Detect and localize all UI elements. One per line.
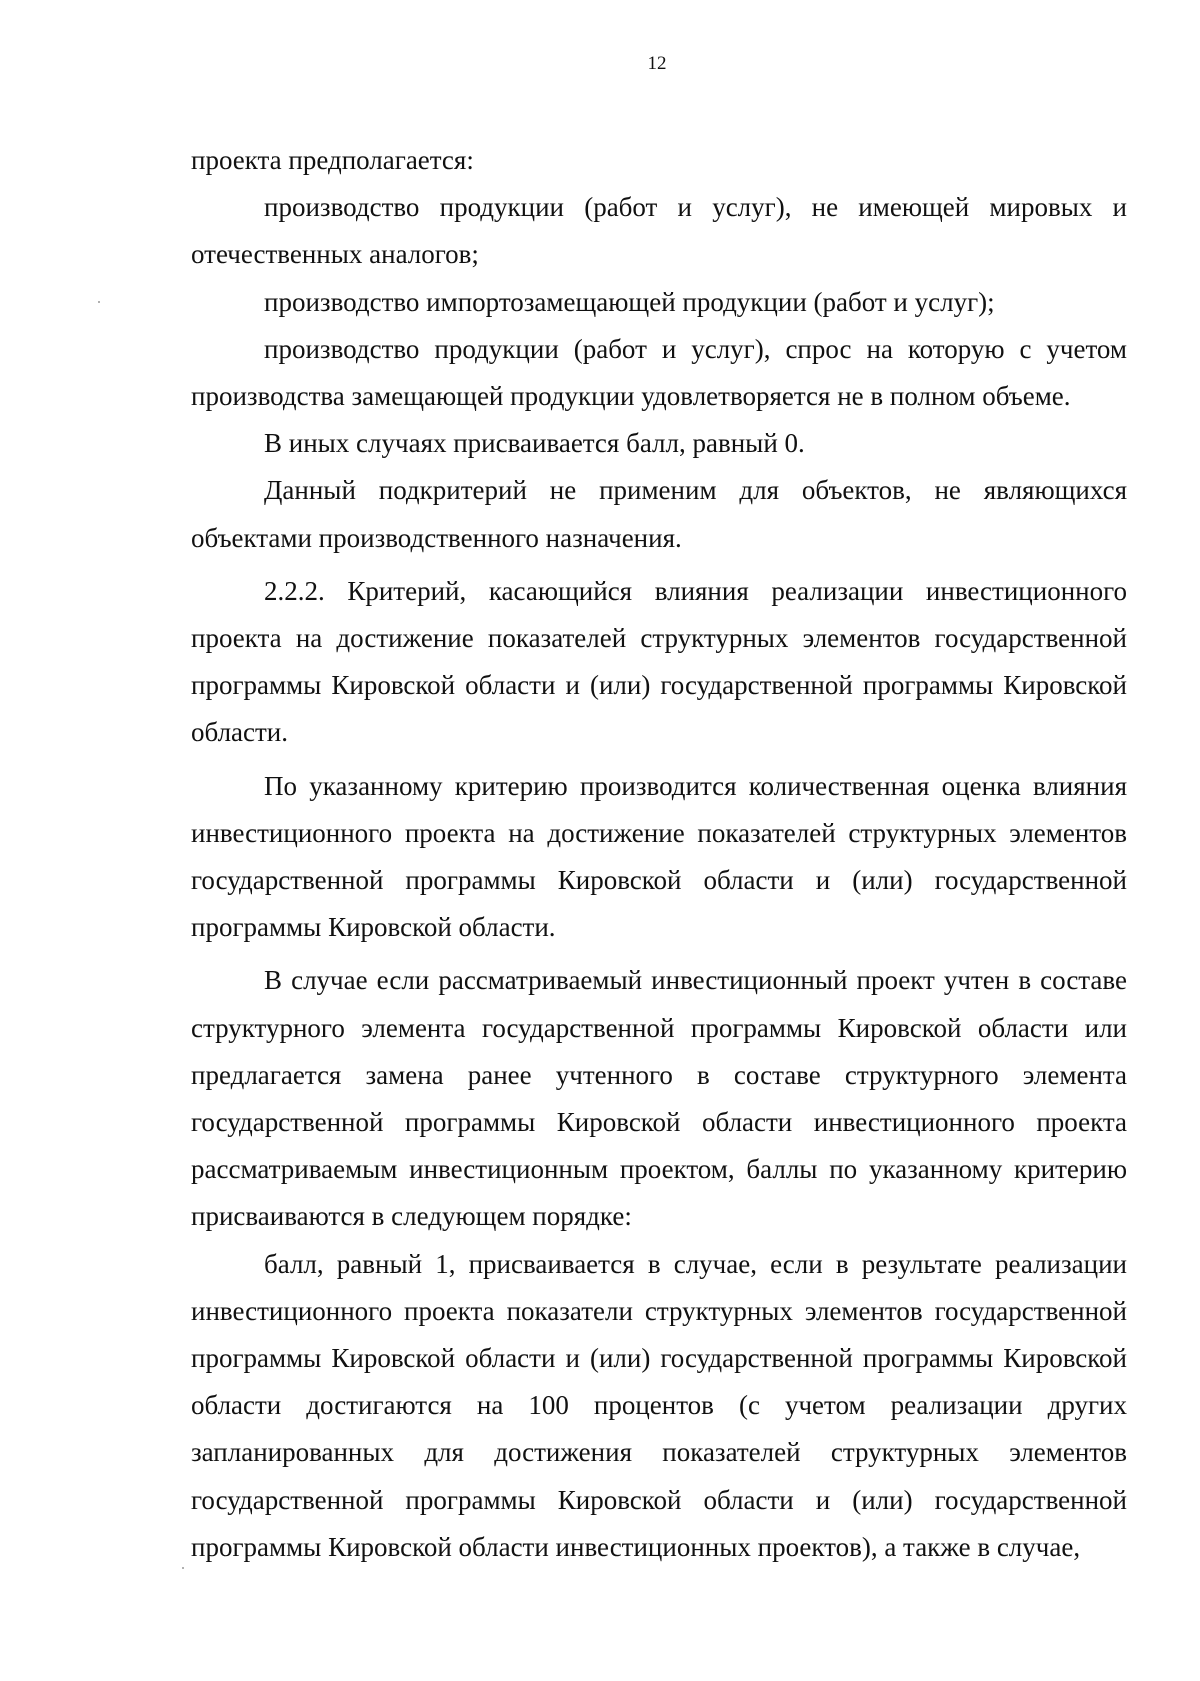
list-item-unmet-demand: производство продукции (работ и услуг), спрос на которую с учетом производства замещающей продукции удовлетворяется не в полном объеме.	[191, 333, 1127, 412]
paragraph-continuation: проекта предполагается:	[191, 145, 474, 175]
list-item-import-substitution: производство импортозамещающей продукции (работ и услуг);	[264, 286, 995, 317]
paragraph-quantitative-assessment: По указанному критерию производится количественная оценка влияния инвестиционного проекта на достижение показателей структурных элементов государственной программы Кировской области и (или) государственной программы Кировской области.	[191, 770, 1127, 943]
scan-speck	[182, 1567, 184, 1569]
paragraph-not-applicable: Данный подкритерий не применим для объектов, не являющихся объектами производственного назначения.	[191, 475, 1127, 553]
document-body	[191, 137, 1127, 1571]
paragraph-score-zero: В иных случаях присваивается балл, равный 0.	[264, 428, 805, 459]
page-number: 12	[647, 53, 667, 74]
list-item-no-analogs: производство продукции (работ и услуг), не имеющей мировых и отечественных аналогов;	[191, 192, 1127, 270]
paragraph-score-one: балл, равный 1, присваивается в случае, если в результате реализации инвестиционного проекта показатели структурных элементов государственной программы Кировской области и (или) государственной программы Кировской области достигаются на 100 процентов (с учетом реализации других запланированных для достижения показателей структурных элементов государственной программы Кировской области и (или) государственной программы Кировской области инвестиционных проектов), а также в случае,	[191, 1248, 1127, 1562]
section-heading-2-2-2: 2.2.2. Критерий, касающийся влияния реализации инвестиционного проекта на достижение показателей структурных элементов государственной программы Кировской области и (или) государственной программы Кировской области.	[191, 575, 1127, 748]
scan-speck	[98, 301, 100, 303]
paragraph-scoring-order: В случае если рассматриваемый инвестиционный проект учтен в составе структурного элемента государственной программы Кировской области или предлагается замена ранее учтенного в составе структурного элемента государственной программы Кировской области инвестиционного проекта рассматриваемым инвестиционным проектом, баллы по указанному критерию присваиваются в следующем порядке:	[191, 965, 1127, 1232]
